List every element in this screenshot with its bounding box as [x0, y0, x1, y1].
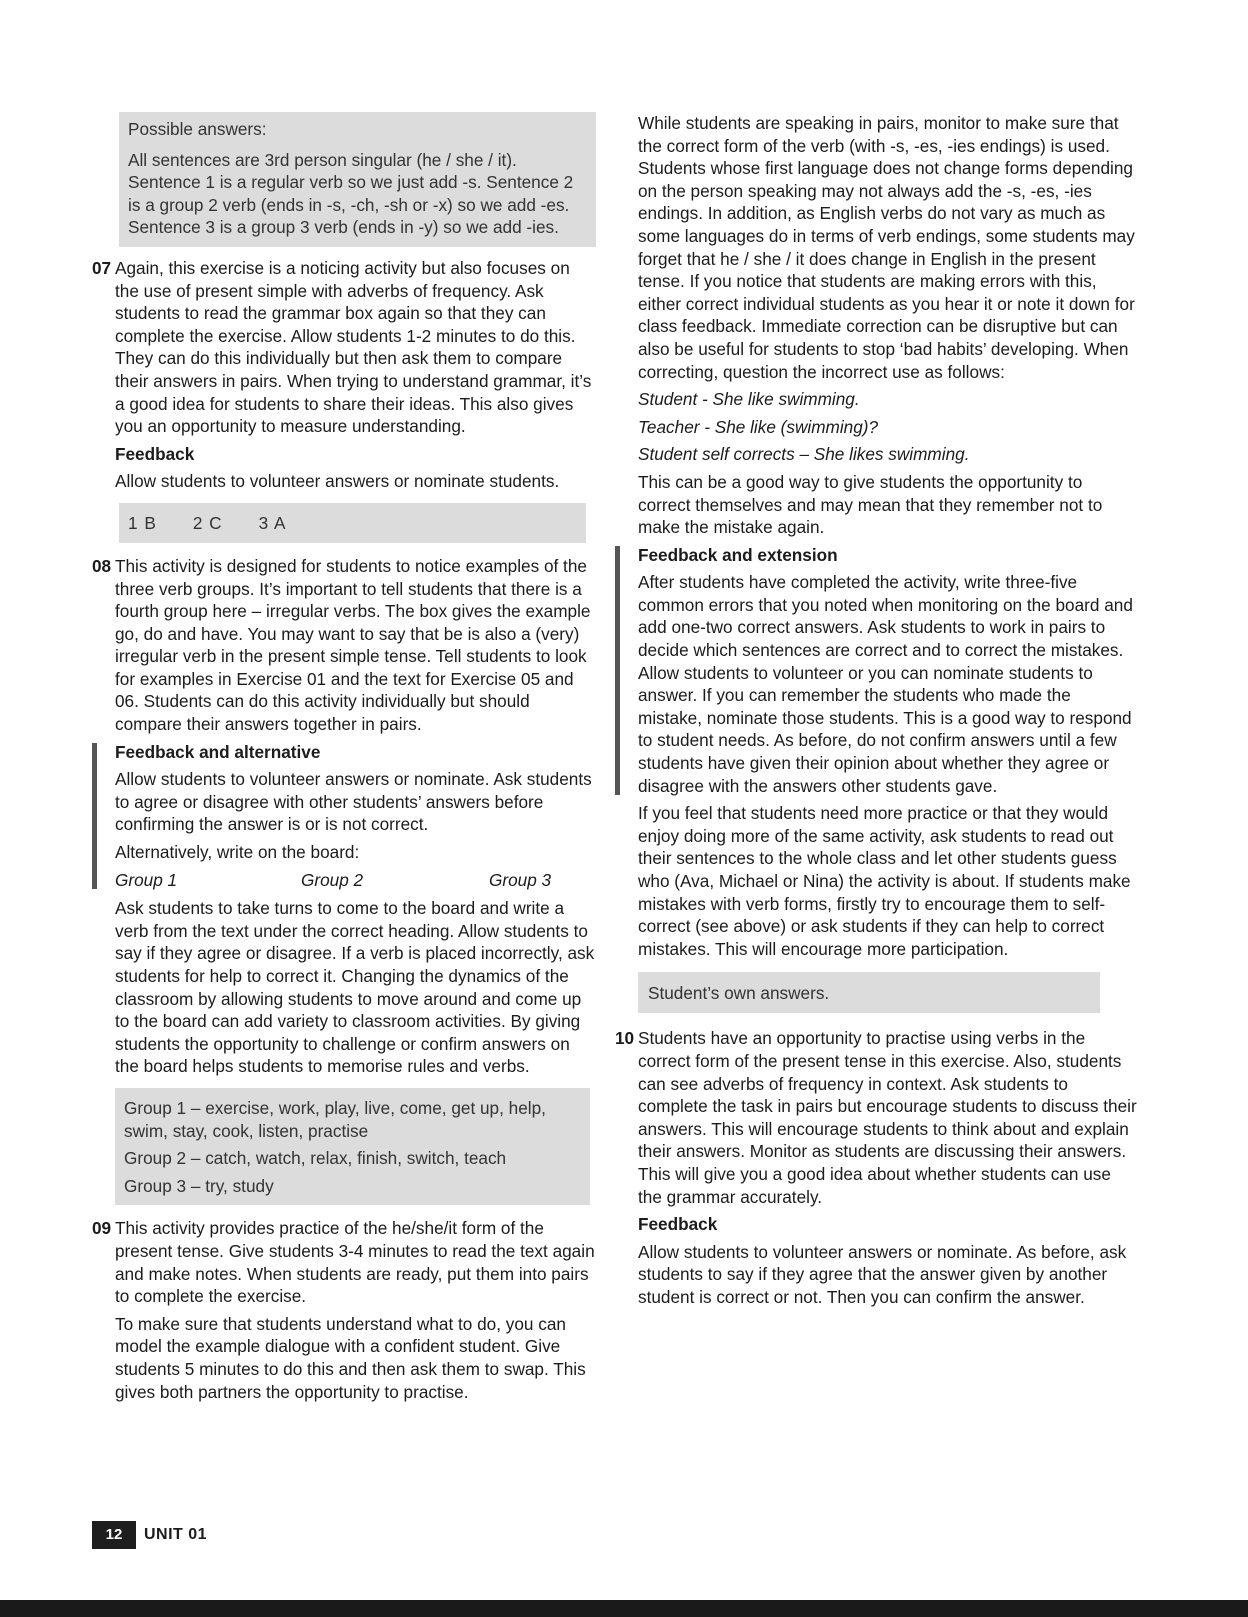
exercise-08-alternatively: Alternatively, write on the board:: [115, 842, 360, 863]
exercise-07-answer-box: [119, 503, 586, 543]
page-footer: [92, 1521, 207, 1549]
monitor-text: While students are speaking in pairs, monitor to make sure that the correct form of the verb (with -s, -es, -ies endings) is used. Students whose first language does not change forms depending on the person speaking may not always add the -s, -es, -ies endings. In addition, as English verbs do not vary as much as some languages do in terms of verb endings, some students may forget that he / she / it does change in English in the present tense. If you notice that students are making errors with this, either correct individual students as you hear it or note it down for class feedback. Immediate correction can be disruptive but can also be useful for students to stop ‘bad habits’ developing. When correcting, question the incorrect use as follows:: [638, 113, 1135, 382]
exercise-08: [92, 555, 597, 1078]
board-group-heading: Group 2: [301, 869, 364, 890]
left-column: [92, 112, 597, 1413]
self-correct-text: This can be a good way to give students the opportunity to correct themselves and may mean that they remember not to make the mistake again.: [638, 471, 1103, 538]
exercise-08-feedback-block: [115, 741, 597, 892]
exercise-10-feedback-heading: Feedback: [638, 1214, 718, 1235]
possible-answers-title: Possible answers:: [128, 119, 267, 139]
dialogue-line: Student self corrects – She likes swimming.: [638, 444, 970, 465]
exercise-08-board-text: Ask students to take turns to come to the board and write a verb from the text under the correct heading. Allow students to say if they agree or disagree. If a verb is placed incorrectly, ask students for help to correct it. Changing the dynamics of the classroom by allowing students to move around and come up to the board can add variety to classroom activities. By giving students the opportunity to challenge or confirm answers on the board helps students to memorise rules and verbs.: [115, 898, 595, 1077]
feedback-extension-block: [638, 544, 1138, 798]
bottom-border: [0, 1600, 1248, 1617]
unit-label: UNIT 01: [144, 1525, 208, 1543]
exercise-10-feedback-text: Allow students to volunteer answers or nominate. As before, ask students to say if they agree that the answer given by another student is correct or not. Then you can confirm the answer.: [638, 1241, 1127, 1307]
exercise-09-text: This activity provides practice of the he/she/it form of the present tense. Give students 3-4 minutes to read the text again and make notes. When students are ready, put them into pairs to complete the exercise.: [115, 1218, 595, 1307]
board-group-heading: Group 1: [115, 869, 178, 890]
feedback-extension-text: After students have completed the activity, write three-five common errors that you noted when monitoring on the board and add one-two correct answers. Ask students to work in pairs to decide which sentences are correct and to correct the mistakes. Allow students to volunteer or you can nominate students to answer. If you can remember the students who made the mistake, nominate those students. This is a good way to respond to student needs. As before, do not confirm answers until a few students have given their opinion about whether they agree or disagree with the answers other students gave.: [638, 572, 1133, 796]
more-practice-text: If you feel that students need more practice or that they would enjoy doing more of the same activity, ask students to read out their sentences to the whole class and let other students guess who (Ava, Michael or Nina) the activity is about. If students make mistakes with verb forms, firstly try to encourage them to self-correct (see above) or ask students if they can help to correct mistakes. This will encourage more participation.: [638, 803, 1131, 959]
exercise-09-text-2: To make sure that students understand what to do, you can model the example dialogue with a confident student. Give students 5 minutes to do this and then ask them to swap. This gives both partners the opportunity to practise.: [115, 1313, 586, 1402]
possible-answers-box: [119, 112, 596, 247]
own-answers-box: [638, 972, 1100, 1013]
feedback-extension-heading: Feedback and extension: [638, 544, 838, 565]
exercise-08-text: This activity is designed for students to notice examples of the three verb groups. It’s important to tell students that there is a fourth group here – irregular verbs. The box gives the example go, do and have. You may want to say that be is also a (very) irregular verb in the present simple tense. Tell students to look for examples in Exercise 01 and the text for Exercise 05 and 06. Students can do this activity individually but should compare their answers together in pairs.: [115, 555, 591, 735]
exercise-07-feedback-text: Allow students to volunteer answers or nominate students.: [115, 471, 560, 492]
board-groups-row: [115, 869, 597, 892]
exercise-08-feedback-text: Allow students to volunteer answers or nominate. Ask students to agree or disagree with other students’ answers before confirming the answer is or is not correct.: [115, 769, 592, 835]
group-answer-line: Group 3 – try, study: [124, 1175, 274, 1196]
exercise-10-text: Students have an opportunity to practise using verbs in the correct form of the present tense in this exercise. Also, students can see adverbs of frequency in context. Ask students to complete the task in pairs but encourage students to discuss their answers. This will encourage students to think about and explain their answers. Monitor as students are discussing their answers. This will give you a good idea about whether students can use the grammar accurately.: [638, 1028, 1137, 1207]
exercise-number: 08: [92, 555, 112, 576]
dialogue-line: Student - She like swimming.: [638, 389, 860, 410]
right-column: [615, 112, 1138, 1319]
board-group-heading: Group 3: [489, 869, 552, 890]
own-answers-text: Student’s own answers.: [648, 982, 830, 1003]
group-answer-line: Group 1 – exercise, work, play, live, come, get up, help, swim, stay, cook, listen, practise: [124, 1097, 546, 1141]
exercise-number: 09: [92, 1218, 112, 1239]
exercise-10: [615, 1027, 1138, 1308]
answer-item: 2 C: [192, 512, 223, 533]
exercise-number: 10: [615, 1028, 635, 1049]
dialogue-line: Teacher - She like (swimming)?: [638, 416, 879, 437]
exercise-07: [92, 257, 597, 493]
exercise-07-feedback-heading: Feedback: [115, 443, 195, 464]
answer-item: 1 B: [128, 512, 157, 533]
exercise-number: 07: [92, 257, 112, 278]
exercise-08-feedback-heading: Feedback and alternative: [115, 741, 321, 762]
exercise-07-text: Again, this exercise is a noticing activity but also focuses on the use of present simple with adverbs of frequency. Ask students to read the grammar box again so that they can complete the exercise. Allow students 1-2 minutes to do this. They can do this individually but then ask them to compare their answers in pairs. When trying to understand grammar, it’s a good idea for students to share their ideas. This also gives you an opportunity to measure understanding.: [115, 257, 592, 437]
group-answer-line: Group 2 – catch, watch, relax, finish, switch, teach: [124, 1148, 507, 1169]
page-number: 12: [92, 1521, 136, 1549]
possible-answers-text: All sentences are 3rd person singular (he / she / it). Sentence 1 is a regular verb so we just add -s. Sentence 2 is a group 2 verb (ends in -s, -ch, -sh or -x) so we add -es. Sentence 3 is a group 3 verb (ends in -y) so we add -ies.: [128, 149, 574, 238]
answer-item: 3 A: [258, 512, 287, 533]
exercise-09: [92, 1217, 597, 1403]
exercise-08-answer-box: [115, 1088, 590, 1205]
